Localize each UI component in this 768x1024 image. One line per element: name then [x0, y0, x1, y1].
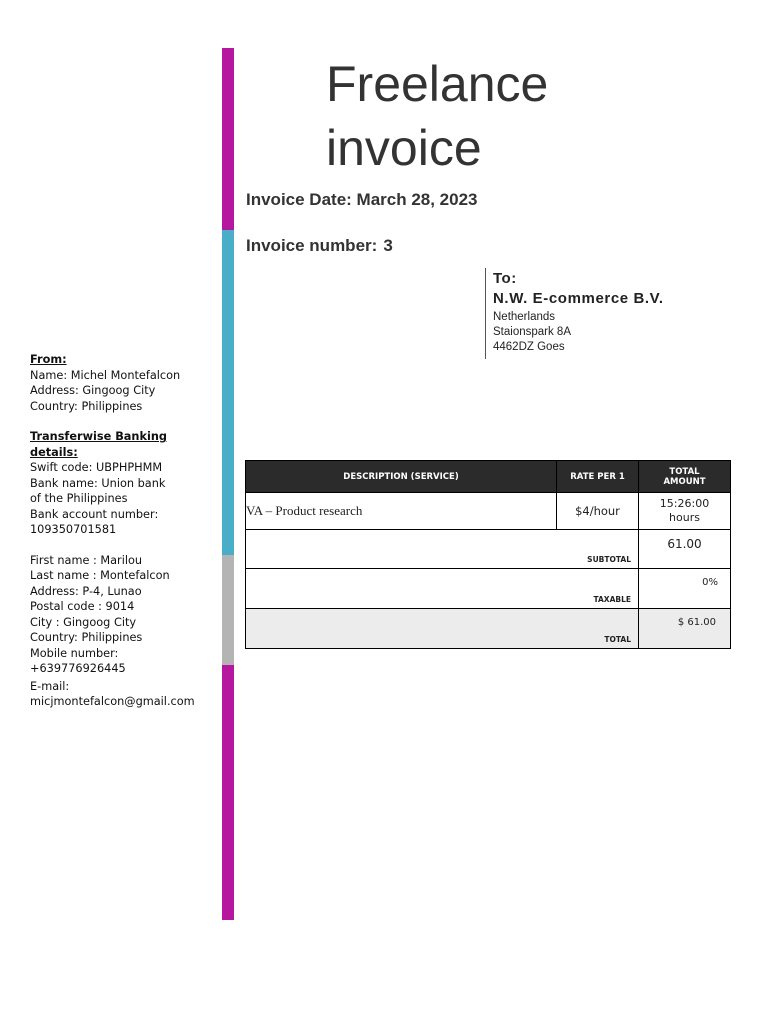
recipient-address-line: 4462DZ Goes: [493, 341, 565, 353]
col-description: DESCRIPTION (SERVICE): [246, 461, 557, 493]
sender-details: [30, 352, 215, 710]
title-line-1: Freelance: [326, 56, 549, 112]
personal-line: First name : Marilou: [30, 553, 143, 567]
item-quantity-unit: hours: [669, 511, 700, 524]
subtotal-label: SUBTOTAL: [246, 530, 639, 569]
recipient-block: [485, 268, 664, 359]
item-quantity-time: 15:26:00: [659, 497, 710, 510]
col-total-amount: [639, 461, 731, 493]
recipient-address-line: Staionspark 8A: [493, 326, 571, 338]
invoice-number-value: 3: [383, 236, 393, 255]
taxable-label: TAXABLE: [246, 569, 639, 609]
personal-line: Address: P-4, Lunao: [30, 584, 142, 598]
title-line-2: invoice: [326, 120, 482, 176]
item-quantity: [639, 493, 731, 530]
from-heading: From:: [30, 353, 67, 366]
recipient-address-line: Netherlands: [493, 311, 556, 323]
subtotal-row: [246, 530, 731, 569]
taxable-value: 0%: [639, 569, 731, 609]
taxable-row: [246, 569, 731, 609]
personal-line: E-mail:: [30, 679, 70, 693]
personal-line: Country: Philippines: [30, 631, 143, 644]
banking-line: Swift code: UBPHPHMM: [30, 461, 163, 474]
banking-line: of the Philippines: [30, 492, 128, 505]
total-value: $ 61.00: [639, 609, 731, 649]
item-description: VA – Product research: [246, 493, 557, 530]
accent-bar-magenta-bottom: [222, 665, 234, 920]
banking-line: Bank account number:: [30, 507, 159, 521]
col-total-line2: AMOUNT: [663, 476, 706, 487]
personal-line: Last name : Montefalcon: [30, 569, 170, 582]
recipient-label: To:: [493, 270, 517, 287]
table-header-row: [246, 461, 731, 493]
accent-bar-teal: [222, 230, 234, 555]
accent-bar-magenta-top: [222, 48, 234, 230]
col-rate: RATE PER 1: [557, 461, 639, 493]
banking-heading-cont: details:: [30, 445, 78, 459]
from-line: Name: Michel Montefalcon: [30, 368, 181, 382]
table-row: [246, 493, 731, 530]
total-label: TOTAL: [246, 609, 639, 649]
invoice-number-label: Invoice number:: [246, 236, 378, 255]
email-value: micjmontefalcon@gmail.com: [30, 695, 195, 708]
personal-line: Mobile number:: [30, 646, 119, 660]
subtotal-value: 61.00: [639, 530, 731, 569]
invoice-number: [246, 236, 393, 256]
from-line: Address: Gingoog City: [30, 384, 156, 397]
item-rate: $4/hour: [557, 493, 639, 530]
col-total-line1: TOTAL: [669, 466, 700, 477]
banking-line: 109350701581: [30, 523, 117, 536]
personal-line: +639776926445: [30, 662, 126, 675]
invoice-date: Invoice Date: March 28, 2023: [246, 190, 478, 209]
accent-bar-gray: [222, 555, 234, 665]
personal-line: Postal code : 9014: [30, 600, 135, 613]
page-title: [326, 52, 548, 180]
banking-line: Bank name: Union bank: [30, 476, 166, 490]
personal-line: City : Gingoog City: [30, 615, 137, 629]
total-row: [246, 609, 731, 649]
invoice-table: [245, 460, 731, 649]
recipient-company: N.W. E-commerce B.V.: [493, 290, 664, 307]
banking-heading: Transferwise Banking: [30, 430, 167, 443]
from-line: Country: Philippines: [30, 399, 143, 413]
